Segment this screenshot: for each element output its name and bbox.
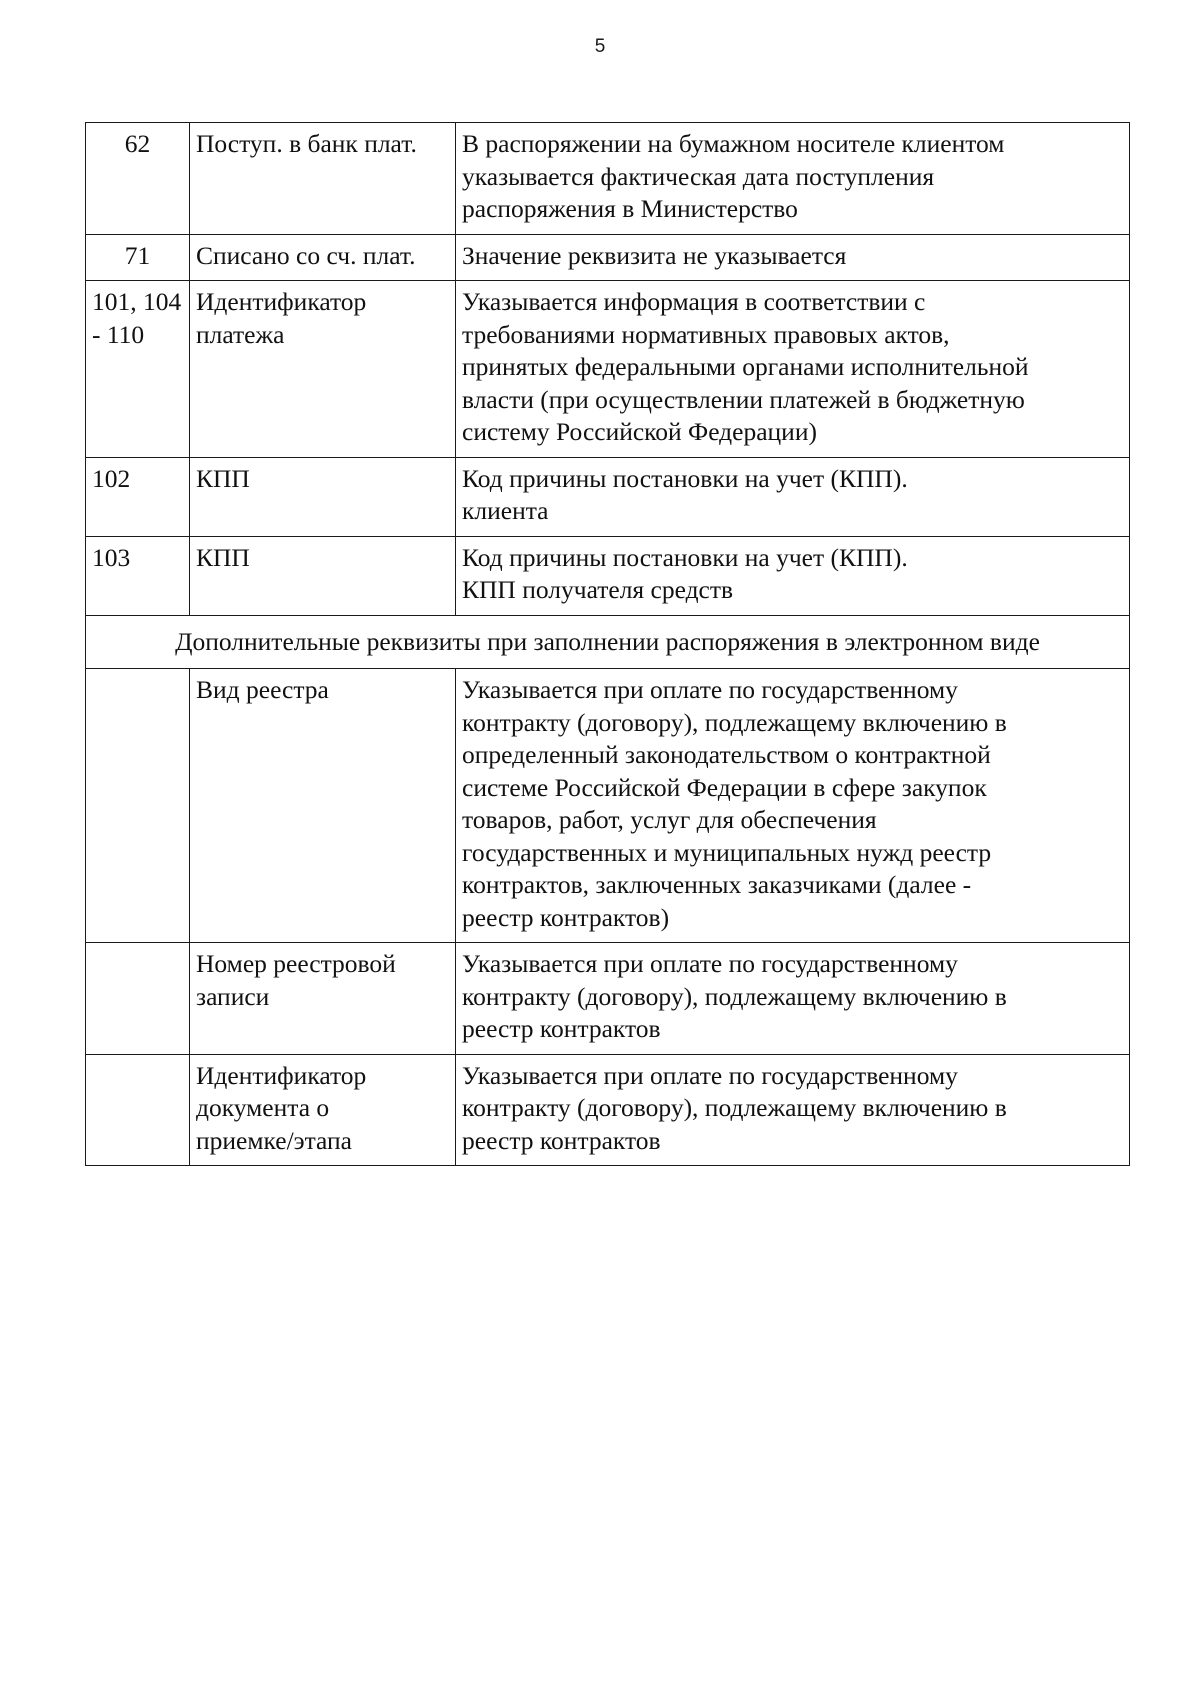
field-description-cell: [456, 123, 1130, 235]
field-name-cell: [190, 123, 456, 235]
field-code-cell: [86, 123, 190, 235]
field-description: Указывается при оплате по государственному контракту (договору), подлежащему включению в реестр контрактов: [462, 1060, 1007, 1155]
field-name-cell: [190, 1054, 456, 1166]
field-description-cell: [456, 943, 1130, 1055]
table-row: [86, 536, 1130, 615]
field-code-cell: [86, 536, 190, 615]
field-name: Номер реестровой записи: [196, 949, 396, 1011]
field-description-cell: [456, 234, 1130, 281]
field-description: Указывается при оплате по государственному контракту (договору), подлежащему включению в реестр контрактов: [462, 949, 1007, 1043]
field-name: КПП: [196, 463, 250, 493]
field-name-cell: [190, 943, 456, 1055]
field-code: 103: [92, 542, 131, 572]
table-row: [86, 669, 1130, 943]
field-code-cell: [86, 281, 190, 458]
table-row: [86, 123, 1130, 235]
field-description: В распоряжении на бумажном носителе клиентом указывается фактическая дата поступления распоряжения в Министерство: [462, 129, 1005, 223]
field-description-cell: [456, 281, 1130, 458]
field-code-cell: [86, 1054, 190, 1166]
field-description: Указывается при оплате по государственному контракту (договору), подлежащему включению в определенный законодательством о контрактной системе Российской Федерации в сфере закупок товаров, работ, услуг для обеспечения государственных и муниципальных нужд реестр контрактов, заключенных заказчиками (далее - реестр контрактов): [462, 675, 1007, 932]
field-description: Значение реквизита не указывается: [462, 240, 847, 270]
field-code-cell: [86, 943, 190, 1055]
field-name: КПП: [196, 542, 250, 572]
table-row: [86, 943, 1130, 1055]
field-description-cell: [456, 457, 1130, 536]
field-description: Код причины постановки на учет (КПП). клиента: [462, 463, 908, 525]
table-row: [86, 457, 1130, 536]
field-code-cell: [86, 669, 190, 943]
requisites-table: [85, 122, 1130, 1166]
field-code-cell: [86, 234, 190, 281]
field-code: 71: [124, 240, 151, 270]
field-name: Списано со сч. плат.: [196, 240, 416, 270]
field-description-cell: [456, 669, 1130, 943]
field-description: Код причины постановки на учет (КПП). КПП получателя средств: [462, 542, 908, 604]
field-code: 102: [92, 463, 131, 493]
field-name-cell: [190, 457, 456, 536]
field-code: 62: [124, 129, 151, 158]
section-header: Дополнительные реквизиты при заполнении распоряжения в электронном виде: [86, 615, 1130, 669]
table-row: [86, 281, 1130, 458]
field-name: Идентификатор документа о приемке/этапа: [196, 1060, 367, 1155]
field-name: Вид реестра: [196, 675, 329, 704]
section-header-row: [86, 615, 1130, 669]
page-number: 5: [594, 36, 606, 57]
field-code: 101, 104 - 110: [92, 287, 182, 349]
field-description: Указывается информация в соответствии с требованиями нормативных правовых актов, принятых федеральными органами исполнительной власти (при осуществлении платежей в бюджетную систему Российской Федерации): [462, 287, 1029, 446]
field-code-cell: [86, 457, 190, 536]
field-name-cell: [190, 234, 456, 281]
table-row: [86, 234, 1130, 281]
field-description-cell: [456, 536, 1130, 615]
field-name-cell: [190, 281, 456, 458]
field-name: Идентификатор платежа: [196, 287, 367, 349]
field-name-cell: [190, 536, 456, 615]
table-row: [86, 1054, 1130, 1166]
field-description-cell: [456, 1054, 1130, 1166]
field-name-cell: [190, 669, 456, 943]
field-name: Поступ. в банк плат.: [196, 129, 417, 158]
